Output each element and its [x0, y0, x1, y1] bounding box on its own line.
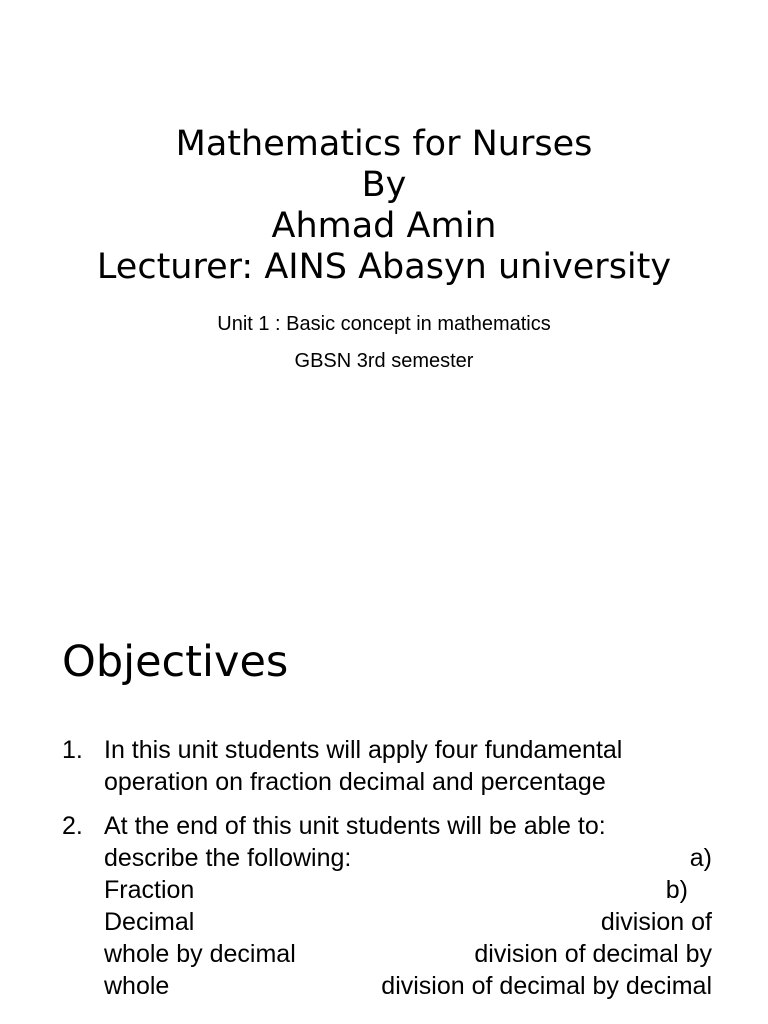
list-number: 2. — [62, 812, 83, 840]
title-line: Lecturer: AINS Abasyn university — [96, 247, 672, 287]
list-text-segment: whole by decimal — [104, 940, 296, 968]
objectives-list — [62, 734, 712, 1014]
title-line: Mathematics for Nurses — [175, 124, 593, 164]
list-text-line — [104, 842, 712, 874]
subtitle-line: GBSN 3rd semester — [294, 350, 474, 372]
subtitle-block — [0, 306, 768, 380]
title-line: Ahmad Amin — [271, 206, 497, 246]
list-text-segment: b) — [665, 876, 688, 904]
list-text-segment: describe the following: — [104, 844, 352, 872]
list-item — [62, 810, 712, 1002]
list-text-line — [104, 906, 712, 938]
list-text-segment: Decimal — [104, 908, 195, 936]
title-block — [0, 124, 768, 288]
objectives-heading: Objectives — [62, 637, 289, 687]
list-number: 1. — [62, 736, 83, 764]
subtitle-line: Unit 1 : Basic concept in mathematics — [217, 313, 551, 335]
list-text-segment: division of — [600, 908, 712, 936]
list-text-segment: division of decimal by decimal — [381, 972, 712, 1000]
list-text-segment: whole — [104, 972, 170, 1000]
list-text-segment: Fraction — [104, 876, 195, 904]
list-text-line — [104, 970, 712, 1002]
list-text-line — [104, 938, 712, 970]
objectives-slide — [0, 512, 768, 1024]
list-text-line: In this unit students will apply four fundamental — [104, 736, 623, 764]
list-text-segment: division of decimal by — [474, 940, 712, 968]
list-text-line — [104, 874, 712, 906]
list-item — [62, 734, 712, 798]
list-text-line: operation on fraction decimal and percentage — [104, 768, 606, 796]
title-line: By — [361, 165, 407, 205]
list-text-segment: a) — [689, 844, 712, 872]
list-text-line: At the end of this unit students will be able to: — [104, 812, 606, 840]
